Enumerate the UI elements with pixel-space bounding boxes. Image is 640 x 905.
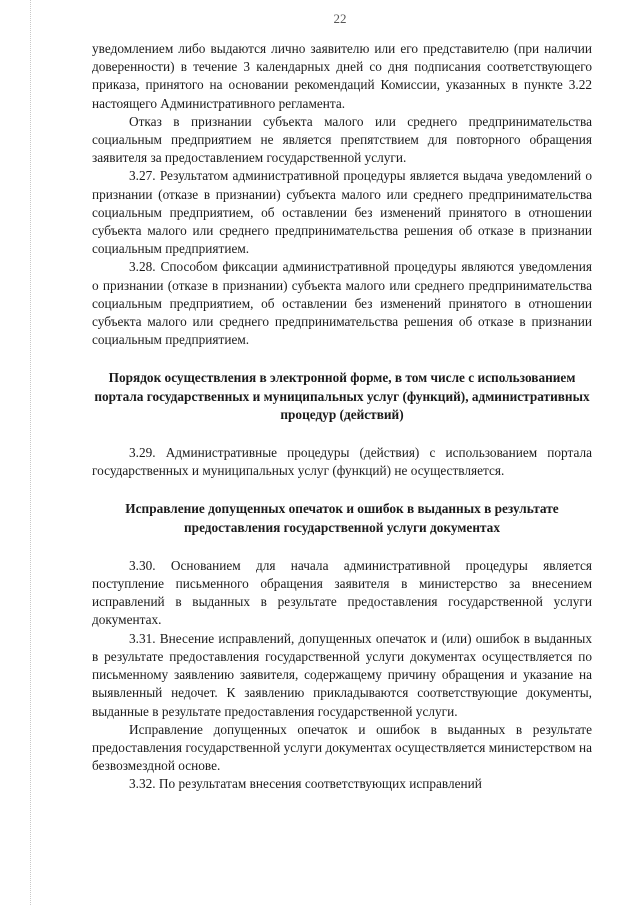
document-body [92, 40, 592, 794]
page-fold-line [30, 0, 31, 905]
paragraph: 3.29. Административные процедуры (действия) с использованием портала государственных и муниципальных услуг (функций) не осуществляется. [92, 445, 592, 479]
paragraph: Исправление допущенных опечаток и ошибок в выданных в результате предоставления государственной услуги документах осуществляется министерством на безвозмездной основе. [92, 721, 592, 774]
paragraph: 3.31. Внесение исправлений, допущенных опечаток и (или) ошибок в выданных в результате предоставления государственной услуги документах осуществляется по письменному заявлению заявителя, содержащему причину обращения и указание на выявленный недочет. К заявлению прикладываются соответствующие документы, выданные в результате предоставления государственной услуги. [92, 630, 592, 719]
paragraph: 3.30. Основанием для начала административной процедуры является поступление письменного обращения заявителя в министерство за внесением исправлений в выданных в результате предоставления государственной услуги документах. [92, 557, 592, 628]
spacer [92, 480, 592, 500]
paragraph: 3.28. Способом фиксации административной процедуры являются уведомления о признании (отказе в признании) субъекта малого или среднего предпринимательства социальным предприятием, об оставлении без изменений принятого в отношении субъекта малого или среднего предпринимательства решения об отказе в признании социальным предприятием. [92, 259, 592, 348]
spacer [92, 349, 592, 369]
spacer [92, 424, 592, 444]
paragraph: уведомлением либо выдаются лично заявителю или его представителю (при наличии доверенности) в течение 3 календарных дней со дня подписания соответствующего приказа, принятого на основании рекомендаций Комиссии, указанных в пункте 3.22 настоящего Административного регламента. [92, 41, 592, 111]
section-heading: Порядок осуществления в электронной форме, в том числе с использованием портала государственных и муниципальных услуг (функций), административных процедур (действий) [94, 370, 590, 422]
paragraph: 3.27. Результатом административной процедуры является выдача уведомлений о признании (отказе в признании) субъекта малого или среднего предпринимательства социальным предприятием, об оставлении без изменений принятого в отношении субъекта малого или среднего предпринимательства решения об отказе в признании социальным предприятием. [92, 168, 592, 257]
section-heading: Исправление допущенных опечаток и ошибок в выданных в результате предоставления государственной услуги документах [125, 501, 559, 535]
page-number: 22 [333, 11, 347, 26]
paragraph: 3.32. По результатам внесения соответствующих исправлений [129, 776, 482, 792]
paragraph: Отказ в признании субъекта малого или среднего предпринимательства социальным предприятием не является препятствием для повторного обращения заявителя за предоставлением государственной услуги. [92, 113, 592, 166]
spacer [92, 537, 592, 557]
